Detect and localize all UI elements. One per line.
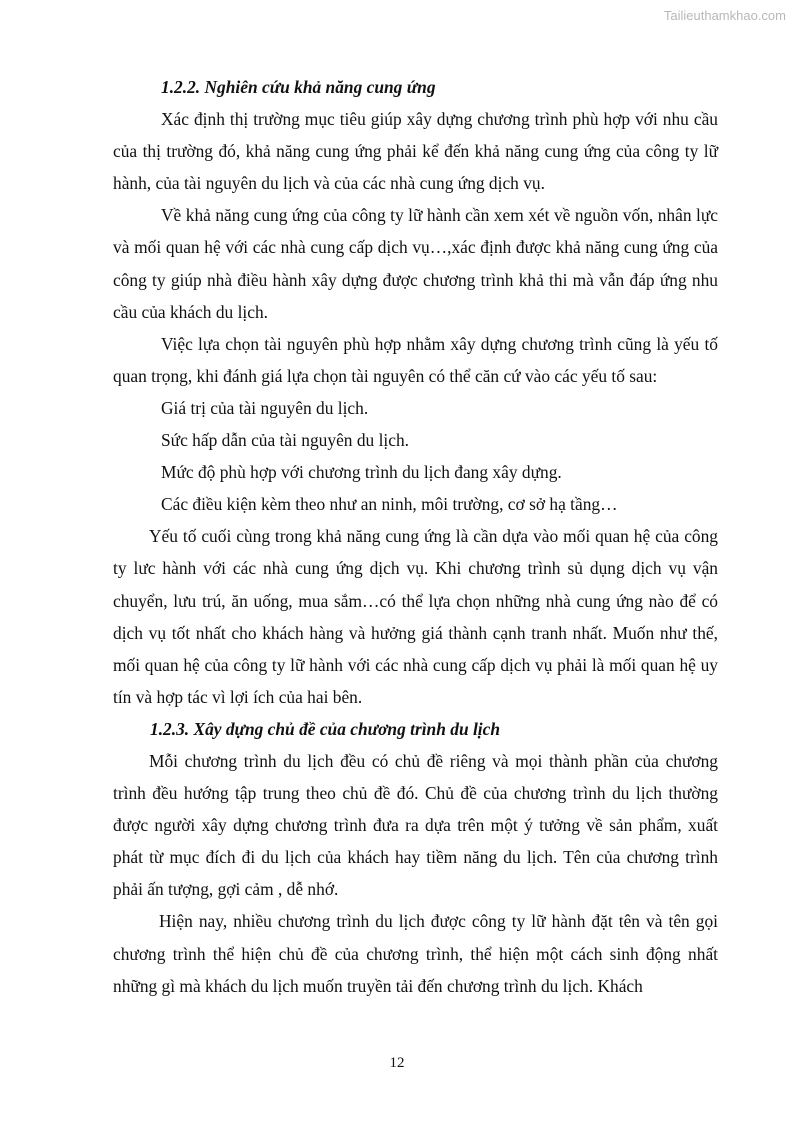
section-heading-1-2-2: 1.2.2. Nghiên cứu khả năng cung ứng [161, 77, 436, 97]
list-item: Mức độ phù hợp với chương trình du lịch đang xây dựng. [161, 462, 562, 483]
list-item: Giá trị của tài nguyên du lịch. [161, 397, 369, 418]
section-heading-1-2-3: 1.2.3. Xây dựng chủ đề của chương trình du lịch [150, 718, 501, 739]
list-item: Các điều kiện kèm theo như an ninh, môi trường, cơ sở hạ tầng… [161, 494, 618, 515]
paragraph: Xác định thị trường mục tiêu giúp xây dựng chương trình phù hợp với nhu cầu của thị trường đó, khả năng cung ứng phải kể đến khả năng cung ứng của công ty lữ hành, của tài nguyên du lịch và của các nhà cung ứng dịch vụ. [113, 109, 718, 194]
page-number: 12 [389, 1055, 405, 1071]
paragraph: Yếu tố cuối cùng trong khả năng cung ứng là cần dựa vào mối quan hệ của công ty lưc hành với các nhà cung ứng dịch vụ. Khi chương trình sủ dụng dịch vụ vận chuyển, lưu trú, ăn uống, mua sắm…có thể lựa chọn những nhà cung ứng nào để có dịch vụ tốt nhất cho khách hàng và hưởng giá thành cạnh tranh nhất. Muốn như thế, mối quan hệ của công ty lữ hành với các nhà cung cấp dịch vụ phải là mối quan hệ uy tín và hợp tác vì lợi ích của hai bên. [113, 526, 718, 707]
watermark-text: Tailieuthamkhao.com [663, 8, 786, 23]
document-body [113, 71, 718, 1002]
paragraph: Mỗi chương trình du lịch đều có chủ đề riêng và mọi thành phần của chương trình đều hướng tập trung theo chủ đề đó. Chủ đề của chương trình du lịch thường được người xây dựng chương trình đưa ra dựa trên một ý tưởng về sản phẩm, xuất phát từ mục đích đi du lịch của khách hay tiềm năng du lịch. Tên của chương trình phải ấn tượng, gợi cảm , dễ nhớ. [113, 750, 718, 900]
paragraph: Việc lựa chọn tài nguyên phù hợp nhằm xây dựng chương trình cũng là yếu tố quan trọng, khi đánh giá lựa chọn tài nguyên có thể căn cứ vào các yếu tố sau: [113, 333, 718, 386]
list-item: Sức hấp dẫn của tài nguyên du lịch. [161, 430, 409, 451]
paragraph: Về khả năng cung ứng của công ty lữ hành cần xem xét về nguồn vốn, nhân lực và mối quan hệ với các nhà cung cấp dịch vụ…,xác định được khả năng cung ứng của công ty giúp nhà điều hành xây dựng được chương trình khả thi mà vẫn đáp ứng nhu cầu của khách du lịch. [113, 205, 718, 322]
paragraph: Hiện nay, nhiều chương trình du lịch được công ty lữ hành đặt tên và tên gọi chương trình thể hiện chủ đề của chương trình, thể hiện một cách sinh động nhất những gì mà khách du lịch muốn truyền tải đến chương trình du lịch. Khách [113, 911, 718, 996]
